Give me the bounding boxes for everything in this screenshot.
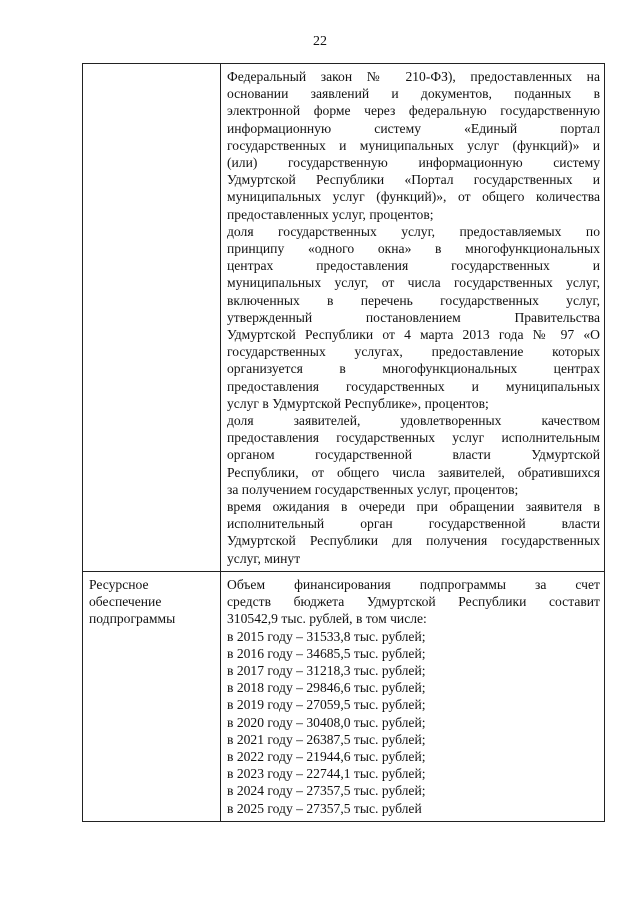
text-line: органом государственной власти Удмуртской bbox=[227, 447, 600, 463]
text-line: доля государственных услуг, предоставляемых по bbox=[227, 223, 600, 239]
text-line: Республики, от общего числа заявителей, обратившихся bbox=[227, 464, 600, 480]
text-line: утвержденный постановлением Правительства bbox=[227, 309, 600, 325]
funding-text bbox=[221, 572, 604, 821]
text-line: время ожидания в очереди при обращении заявителя в bbox=[227, 499, 600, 515]
text-line: принципу «одного окна» в многофункциональных bbox=[227, 241, 600, 257]
text-line: государственных услугах, предоставление которых bbox=[227, 344, 600, 360]
row-label-cell bbox=[83, 571, 221, 821]
text-line: государственных и муниципальных услуг (функций)» и bbox=[227, 137, 600, 153]
funding-year-line: в 2024 году – 27357,5 тыс. рублей; bbox=[227, 783, 426, 799]
funding-year-line: в 2019 году – 27059,5 тыс. рублей; bbox=[227, 697, 426, 713]
text-line: электронной форме через федеральную государственную bbox=[227, 103, 600, 119]
text-line: Удмуртской Республики для получения государственных bbox=[227, 533, 600, 549]
text-line: 310542,9 тыс. рублей, в том числе: bbox=[227, 611, 427, 627]
text-line: центрах предоставления государственных и bbox=[227, 258, 600, 274]
text-line: основании заявлений и документов, поданных в bbox=[227, 86, 600, 102]
table-row bbox=[83, 571, 605, 821]
text-line: включенных в перечень государственных услуг, bbox=[227, 292, 600, 308]
text-line: предоставления государственных услуг исполнительным bbox=[227, 430, 600, 446]
text-line: Федеральный закон № 210-ФЗ), предоставленных на bbox=[227, 69, 600, 84]
text-line: Удмуртской Республики «Портал государственных и bbox=[227, 172, 600, 188]
text-line: муниципальных услуг (функций)», от общего количества bbox=[227, 189, 600, 205]
passport-table bbox=[82, 63, 605, 822]
text-line: организуется в многофункциональных центрах bbox=[227, 361, 600, 377]
funding-year-line: в 2016 году – 34685,5 тыс. рублей; bbox=[227, 645, 426, 661]
page-number: 22 bbox=[313, 34, 327, 49]
row-label bbox=[83, 572, 220, 632]
funding-year-line: в 2018 году – 29846,6 тыс. рублей; bbox=[227, 680, 426, 696]
text-line: за получением государственных услуг, процентов; bbox=[227, 481, 519, 497]
text-line: услуг, минут bbox=[227, 550, 301, 566]
text-line: предоставленных услуг, процентов; bbox=[227, 206, 434, 222]
row-value-cell bbox=[221, 571, 605, 821]
funding-year-line: в 2017 году – 31218,3 тыс. рублей; bbox=[227, 662, 426, 678]
table-row bbox=[83, 64, 605, 572]
text-line: муниципальных услуг, от числа государственных услуг, bbox=[227, 275, 600, 291]
funding-year-line: в 2023 году – 22744,1 тыс. рублей; bbox=[227, 766, 426, 782]
text-line: средств бюджета Удмуртской Республики составит bbox=[227, 594, 600, 610]
text-line: доля заявителей, удовлетворенных качеством bbox=[227, 413, 600, 429]
text-line: Удмуртской Республики от 4 марта 2013 года № 97 «О bbox=[227, 327, 600, 343]
row-value-cell bbox=[221, 64, 605, 572]
text-line: исполнительный орган государственной власти bbox=[227, 516, 600, 532]
indicators-text bbox=[221, 64, 604, 571]
funding-year-line: в 2015 году – 31533,8 тыс. рублей; bbox=[227, 628, 426, 644]
text-line: (или) государственную информационную систему bbox=[227, 155, 600, 171]
text-line: услуг в Удмуртской Республике», процентов; bbox=[227, 395, 489, 411]
row-label bbox=[83, 64, 220, 72]
label-line: Ресурсное bbox=[89, 576, 149, 592]
text-line: предоставления государственных и муниципальных bbox=[227, 378, 600, 394]
text-line: Объем финансирования подпрограммы за счет bbox=[227, 576, 600, 592]
label-line: обеспечение bbox=[89, 594, 162, 610]
funding-year-line: в 2020 году – 30408,0 тыс. рублей; bbox=[227, 714, 426, 730]
row-label-cell bbox=[83, 64, 221, 572]
text-line: информационную систему «Единый портал bbox=[227, 120, 600, 136]
funding-year-line: в 2022 году – 21944,6 тыс. рублей; bbox=[227, 748, 426, 764]
label-line: подпрограммы bbox=[89, 611, 176, 627]
funding-year-line: в 2021 году – 26387,5 тыс. рублей; bbox=[227, 731, 426, 747]
funding-year-line: в 2025 году – 27357,5 тыс. рублей bbox=[227, 800, 422, 816]
